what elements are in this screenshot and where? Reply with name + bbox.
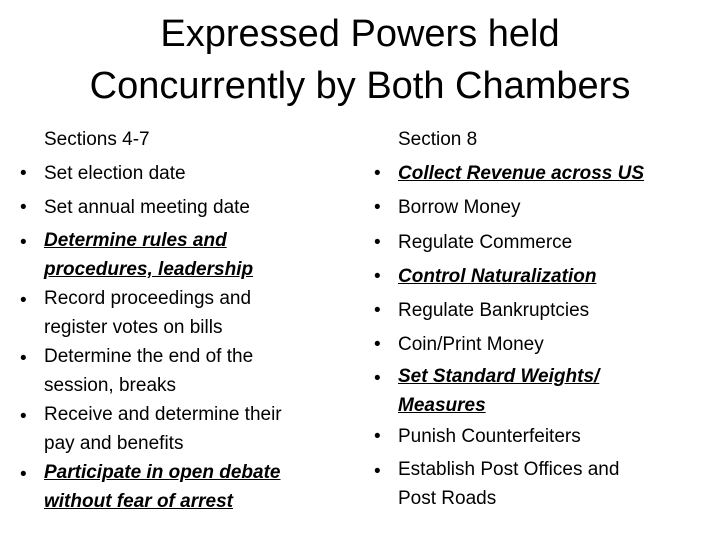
list-item-text	[398, 455, 712, 513]
bullet-icon: •	[374, 426, 381, 448]
list-item	[18, 284, 358, 342]
list-item-line: Establish Post Offices and	[398, 458, 620, 480]
list-item-line: Collect Revenue across US	[398, 163, 645, 185]
list-item-line: procedures, leadership	[44, 258, 254, 280]
list-item	[18, 458, 358, 516]
title-line-2: Concurrently by Both Chambers	[89, 65, 631, 107]
list-item-line: Control Naturalization	[398, 265, 597, 287]
title-line-1: Expressed Powers held	[160, 13, 560, 55]
list-item-text	[398, 260, 712, 294]
list-item-line: Set Standard Weights/	[398, 366, 600, 388]
list-item-text	[398, 191, 712, 225]
list-item	[18, 191, 358, 225]
list-item-line: Set annual meeting date	[44, 197, 250, 219]
list-item-text	[398, 362, 712, 420]
bullet-icon: •	[20, 347, 27, 369]
right-bullet-list	[372, 157, 712, 512]
list-item-line: Regulate Bankruptcies	[398, 300, 590, 322]
list-item-line: Determine the end of the	[44, 345, 254, 367]
bullet-icon: •	[20, 405, 27, 427]
right-column	[372, 123, 712, 513]
bullet-icon: •	[20, 231, 27, 253]
bullet-icon: •	[374, 197, 381, 219]
list-item-line: Punish Counterfeiters	[398, 426, 581, 448]
bullet-icon: •	[20, 289, 27, 311]
list-item	[372, 455, 712, 513]
list-item-text	[398, 420, 712, 454]
list-item-line: Set election date	[44, 163, 186, 185]
list-item-line: without fear of arrest	[44, 490, 233, 512]
list-item-line: pay and benefits	[44, 432, 184, 454]
list-item-text	[398, 328, 712, 362]
list-item-line: Record proceedings and	[44, 287, 252, 309]
list-item	[18, 342, 358, 400]
bullet-icon: •	[374, 334, 381, 356]
bullet-icon: •	[20, 163, 27, 185]
list-item-text	[44, 157, 358, 191]
list-item	[372, 157, 712, 191]
bullet-icon: •	[374, 460, 381, 482]
left-bullet-list	[18, 157, 358, 515]
list-item-line: Regulate Commerce	[398, 231, 573, 253]
slide-title	[0, 8, 720, 112]
list-item	[372, 191, 712, 225]
list-item	[372, 226, 712, 260]
bullet-icon: •	[20, 463, 27, 485]
list-item-line: Determine rules and	[44, 229, 227, 251]
left-column	[18, 123, 358, 516]
list-item-text	[44, 342, 358, 400]
bullet-icon: •	[374, 231, 381, 253]
right-heading: Section 8	[398, 129, 478, 150]
list-item-line: session, breaks	[44, 374, 177, 396]
list-item-text	[44, 400, 358, 458]
left-heading: Sections 4-7	[44, 129, 150, 150]
list-item	[18, 400, 358, 458]
list-item-line: Borrow Money	[398, 197, 521, 219]
list-item-line: Coin/Print Money	[398, 334, 544, 356]
list-item-text	[44, 458, 358, 516]
bullet-icon: •	[20, 197, 27, 219]
bullet-icon: •	[374, 163, 381, 185]
list-item-line: Post Roads	[398, 487, 497, 509]
bullet-icon: •	[374, 368, 381, 390]
list-item-line: register votes on bills	[44, 316, 223, 338]
list-item	[372, 362, 712, 420]
list-item	[372, 260, 712, 294]
list-item-text	[44, 191, 358, 225]
bullet-icon: •	[374, 300, 381, 322]
list-item-line: Measures	[398, 395, 486, 417]
list-item-text	[44, 284, 358, 342]
list-item-line: Participate in open debate	[44, 461, 281, 483]
bullet-icon: •	[374, 265, 381, 287]
list-item-text	[398, 226, 712, 260]
list-item-text	[398, 157, 712, 191]
list-item	[372, 294, 712, 328]
list-item	[372, 420, 712, 454]
list-item-line: Receive and determine their	[44, 403, 282, 425]
list-item	[18, 226, 358, 284]
list-item	[372, 328, 712, 362]
list-item-text	[398, 294, 712, 328]
list-item-text	[44, 226, 358, 284]
list-item	[18, 157, 358, 191]
